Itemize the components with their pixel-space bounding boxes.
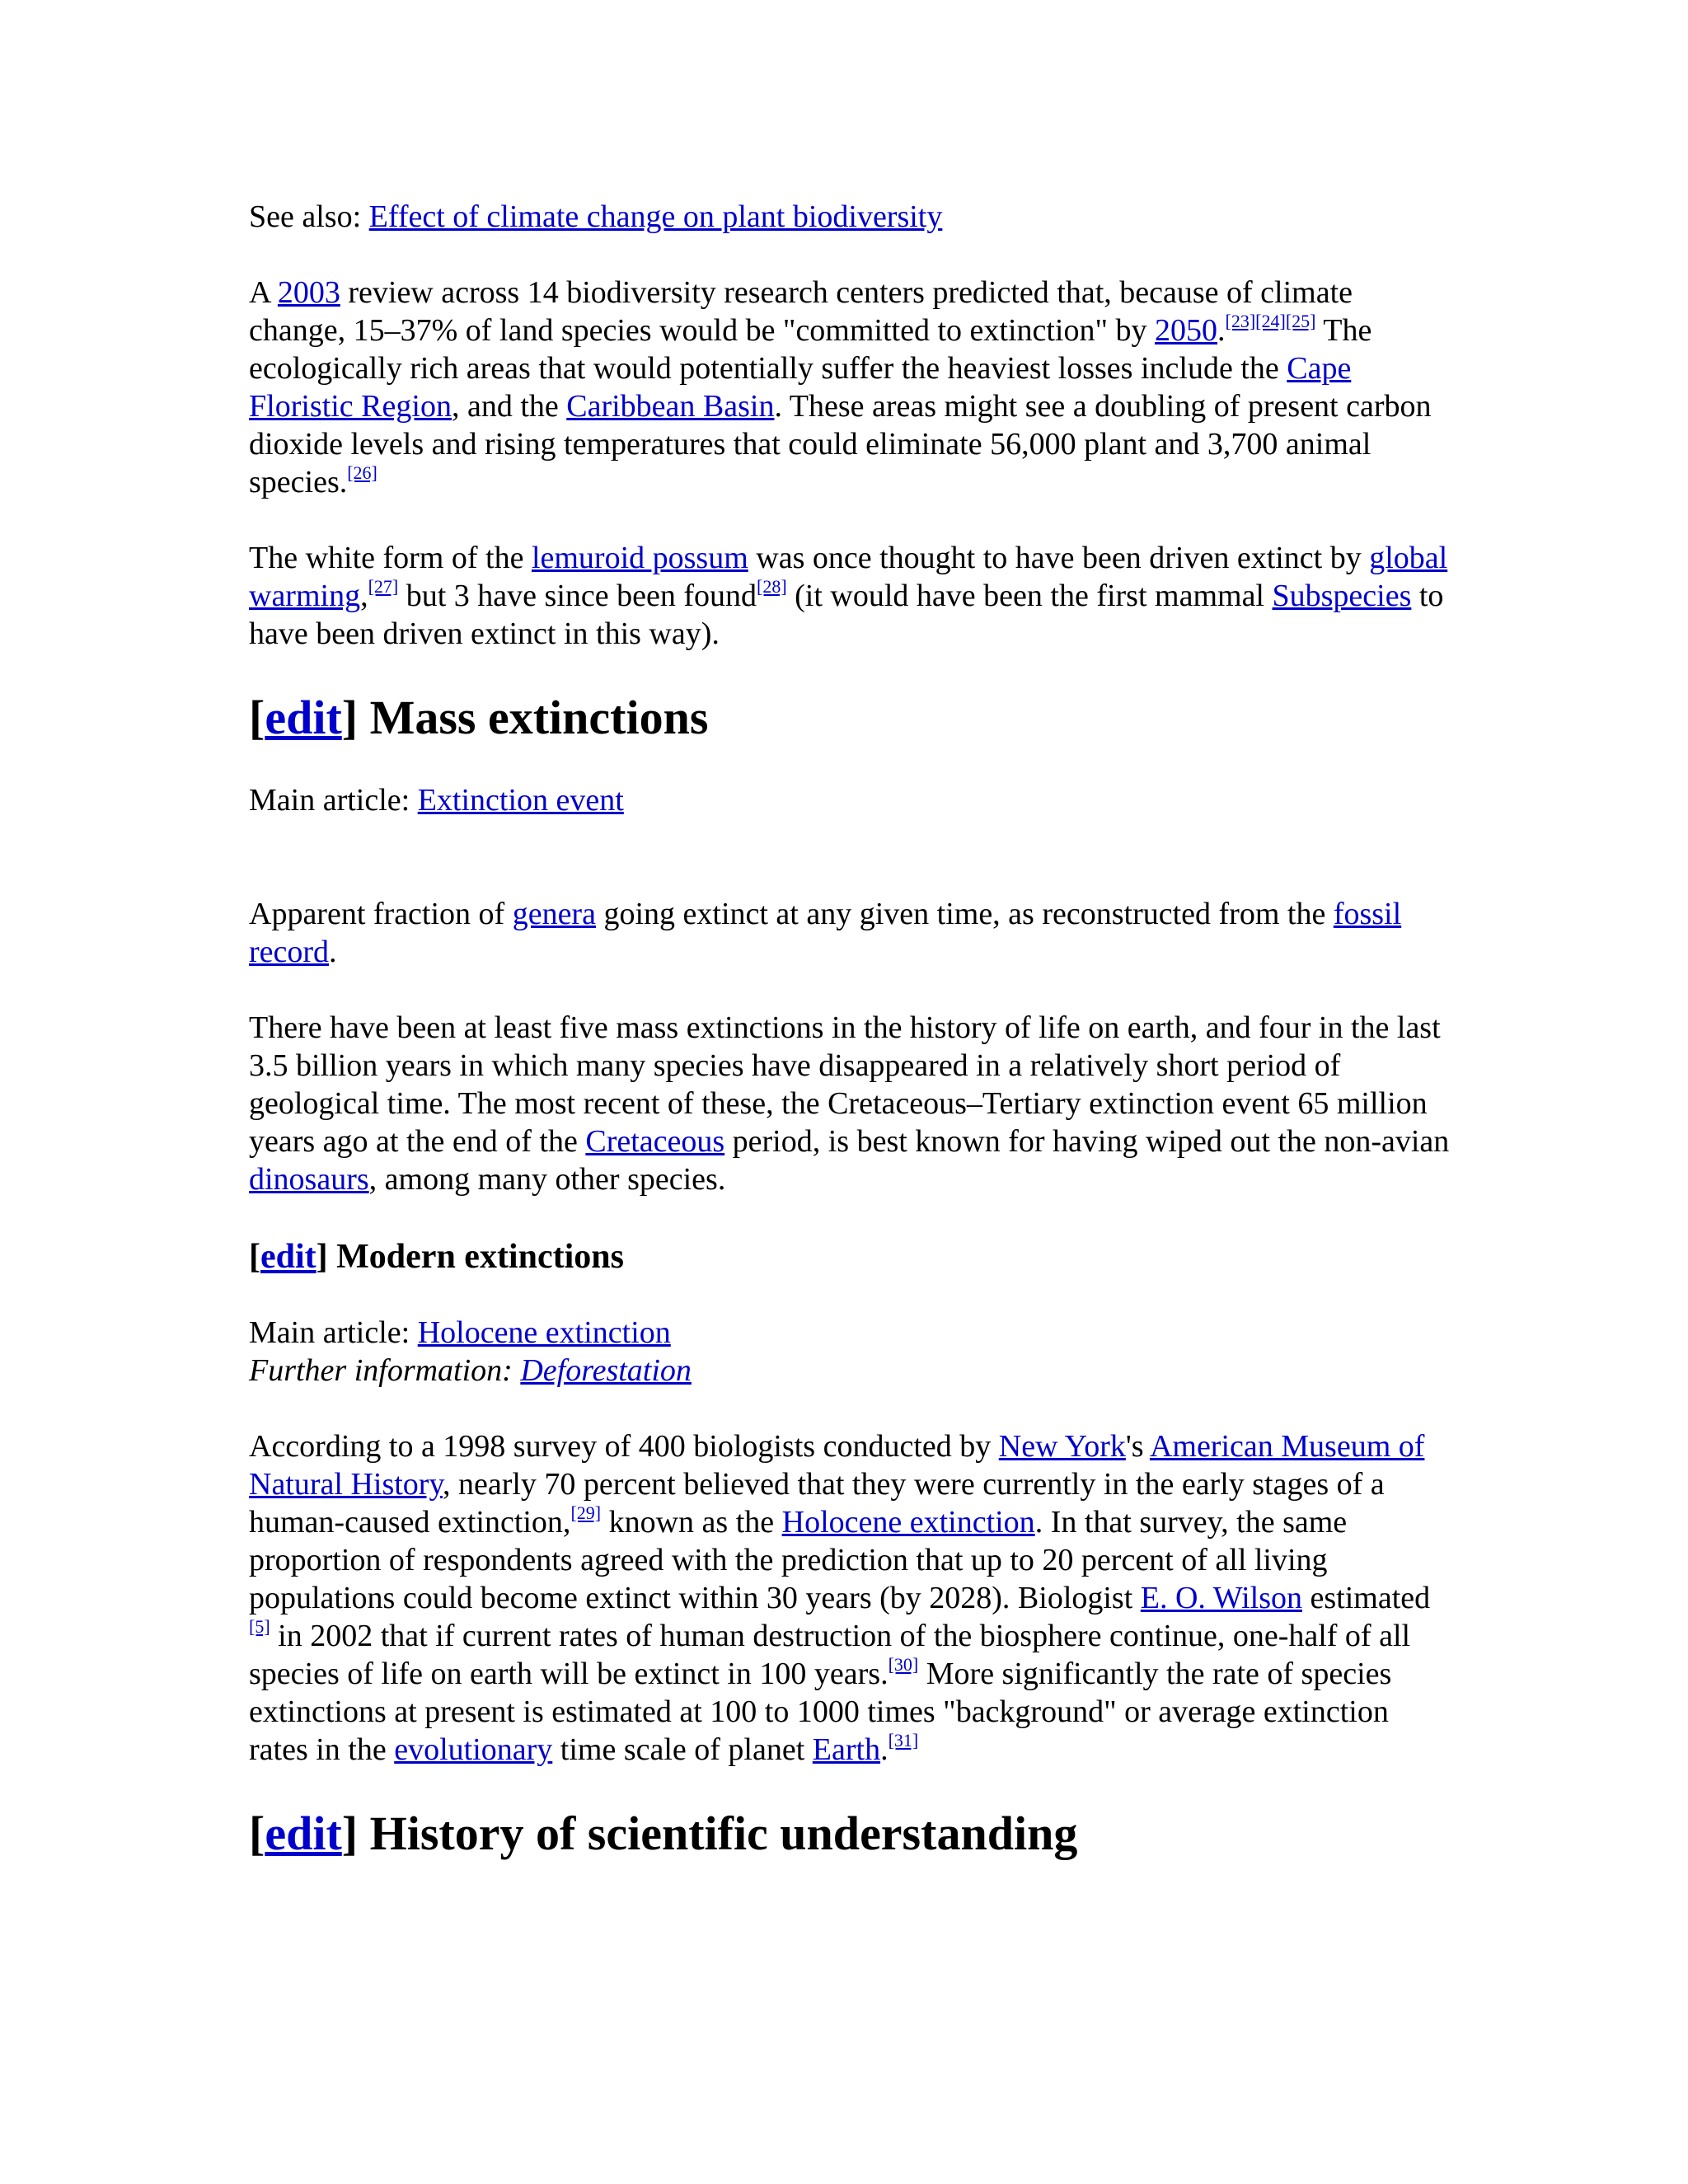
link-cape-floristic-region[interactable]: Cape Floristic Region [249,351,1352,424]
further-information-note [249,1352,1452,1390]
heading-title: History of scientific understanding [358,1807,1078,1860]
text: , and the [451,389,567,424]
ref-30[interactable]: [30] [888,1654,919,1675]
text: The ecologically rich areas that would potentially suffer the heaviest losses include the [249,313,1372,386]
edit-link-history[interactable]: edit [265,1807,342,1860]
bracket: [ [249,1238,260,1276]
see-also-note [249,198,1452,236]
link-global-warming[interactable]: global warming [249,541,1448,613]
link-earth[interactable]: Earth [812,1732,881,1767]
article-content [249,198,1452,1897]
ref-27[interactable]: [27] [368,576,399,597]
ref-28[interactable]: [28] [757,576,787,597]
paragraph-five-mass-extinctions [249,1009,1452,1198]
heading-title: Mass extinctions [358,691,709,744]
text: . In that survey, the same proportion of respondents agreed with the prediction that up to 20 percent of all living populations could become extinct within 30 years (by 2028). Biologist [249,1505,1348,1615]
link-lemuroid-possum[interactable]: lemuroid possum [531,541,748,575]
text: . [880,1732,889,1767]
heading-modern-extinctions [249,1236,1452,1277]
text: in 2002 that if current rates of human destruction of the biosphere continue, one-half of all species of life on earth will be extinct in 100 years. [249,1619,1411,1691]
bracket: [ [249,1807,265,1860]
text: going extinct at any given time, as reconstructed from the [595,897,1334,931]
main-article-prefix: Main article: [249,783,418,818]
edit-link-mass-extinctions[interactable]: edit [265,691,342,744]
text: known as the [601,1505,782,1540]
text: According to a 1998 survey of 400 biologists conducted by [249,1429,999,1464]
paragraph-climate-review [249,274,1452,501]
link-deforestation[interactable]: Deforestation [520,1353,692,1388]
text: time scale of planet [552,1732,813,1767]
text: but 3 have since been found [398,579,757,613]
ref-26[interactable]: [26] [347,462,377,483]
see-also-prefix: See also: [249,199,369,234]
link-fossil-record[interactable]: fossil record [249,897,1402,969]
ref-31[interactable]: [31] [888,1730,919,1750]
link-2003[interactable]: 2003 [277,275,340,310]
ref-24[interactable]: [24] [1255,311,1286,331]
link-new-york[interactable]: New York [998,1429,1126,1464]
link-genera[interactable]: genera [512,897,596,931]
text: The white form of the [249,541,532,575]
link-dinosaurs[interactable]: dinosaurs [249,1162,369,1197]
bracket: ] [341,691,359,744]
edit-link-modern-extinctions[interactable]: edit [260,1238,316,1276]
link-2050[interactable]: 2050 [1155,313,1217,348]
text: period, is best known for having wiped out the non-avian [724,1124,1450,1159]
link-extinction-event[interactable]: Extinction event [417,783,624,818]
text: , [360,579,368,613]
text: Apparent fraction of [249,897,513,931]
main-article-note-mass [249,781,1452,819]
paragraph-1998-survey [249,1427,1452,1769]
text: A [249,275,278,310]
link-subspecies[interactable]: Subspecies [1272,579,1412,613]
ref-23[interactable]: [23] [1225,311,1256,331]
link-holocene-extinction[interactable]: Holocene extinction [781,1505,1035,1540]
text: to have been driven extinct in this way). [249,579,1444,651]
figure-caption [249,895,1452,971]
further-information-prefix: Further information: [249,1353,521,1388]
ref-25[interactable]: [25] [1285,311,1316,331]
main-article-prefix: Main article: [249,1315,418,1350]
bracket: ] [341,1807,359,1860]
text: There have been at least five mass extinctions in the history of life on earth, and four in the last 3.5 billion years in which many species have disappeared in a relatively short period of geological time. The most recent of these, the Cretaceous–Tertiary extinction event 65 million years ago at the end of the [249,1010,1441,1159]
link-cretaceous[interactable]: Cretaceous [585,1124,725,1159]
heading-mass-extinctions [249,691,1452,745]
text: , among many other species. [368,1162,726,1197]
text: , nearly 70 percent believed that they were currently in the early stages of a human-caused extinction, [249,1467,1385,1540]
text: review across 14 biodiversity research centers predicted that, because of climate change, 15–37% of land species would be "committed to extinction" by [249,275,1353,348]
bracket: ] [316,1238,328,1276]
paragraph-lemuroid-possum [249,539,1452,653]
heading-history-of-scientific-understanding [249,1807,1452,1861]
main-article-note-modern [249,1314,1452,1352]
link-caribbean-basin[interactable]: Caribbean Basin [566,389,775,424]
bracket: [ [249,691,265,744]
text: . These areas might see a doubling of present carbon dioxide levels and rising temperatures that could eliminate 56,000 plant and 3,700 animal species. [249,389,1432,499]
text: was once thought to have been driven extinct by [748,541,1370,575]
text: 's [1125,1429,1150,1464]
heading-title: Modern extinctions [327,1238,624,1276]
ref-29[interactable]: [29] [570,1502,602,1523]
text: (it would have been the first mammal [786,579,1273,613]
hatnotes-modern [249,1314,1452,1390]
link-american-museum-of-natural-history[interactable]: American Museum of Natural History [249,1429,1425,1502]
link-evolutionary[interactable]: evolutionary [394,1732,553,1767]
ref-5[interactable]: [5] [249,1616,270,1637]
text: estimated [1302,1581,1431,1615]
see-also-link[interactable]: Effect of climate change on plant biodiversity [368,199,943,234]
text: . [1217,313,1226,348]
link-holocene-extinction-main[interactable]: Holocene extinction [417,1315,671,1350]
text: More significantly the rate of species extinctions at present is estimated at 100 to 1000 times "background" or average extinction rates in the [249,1657,1392,1767]
text: . [329,935,337,969]
link-eo-wilson[interactable]: E. O. Wilson [1140,1581,1302,1615]
